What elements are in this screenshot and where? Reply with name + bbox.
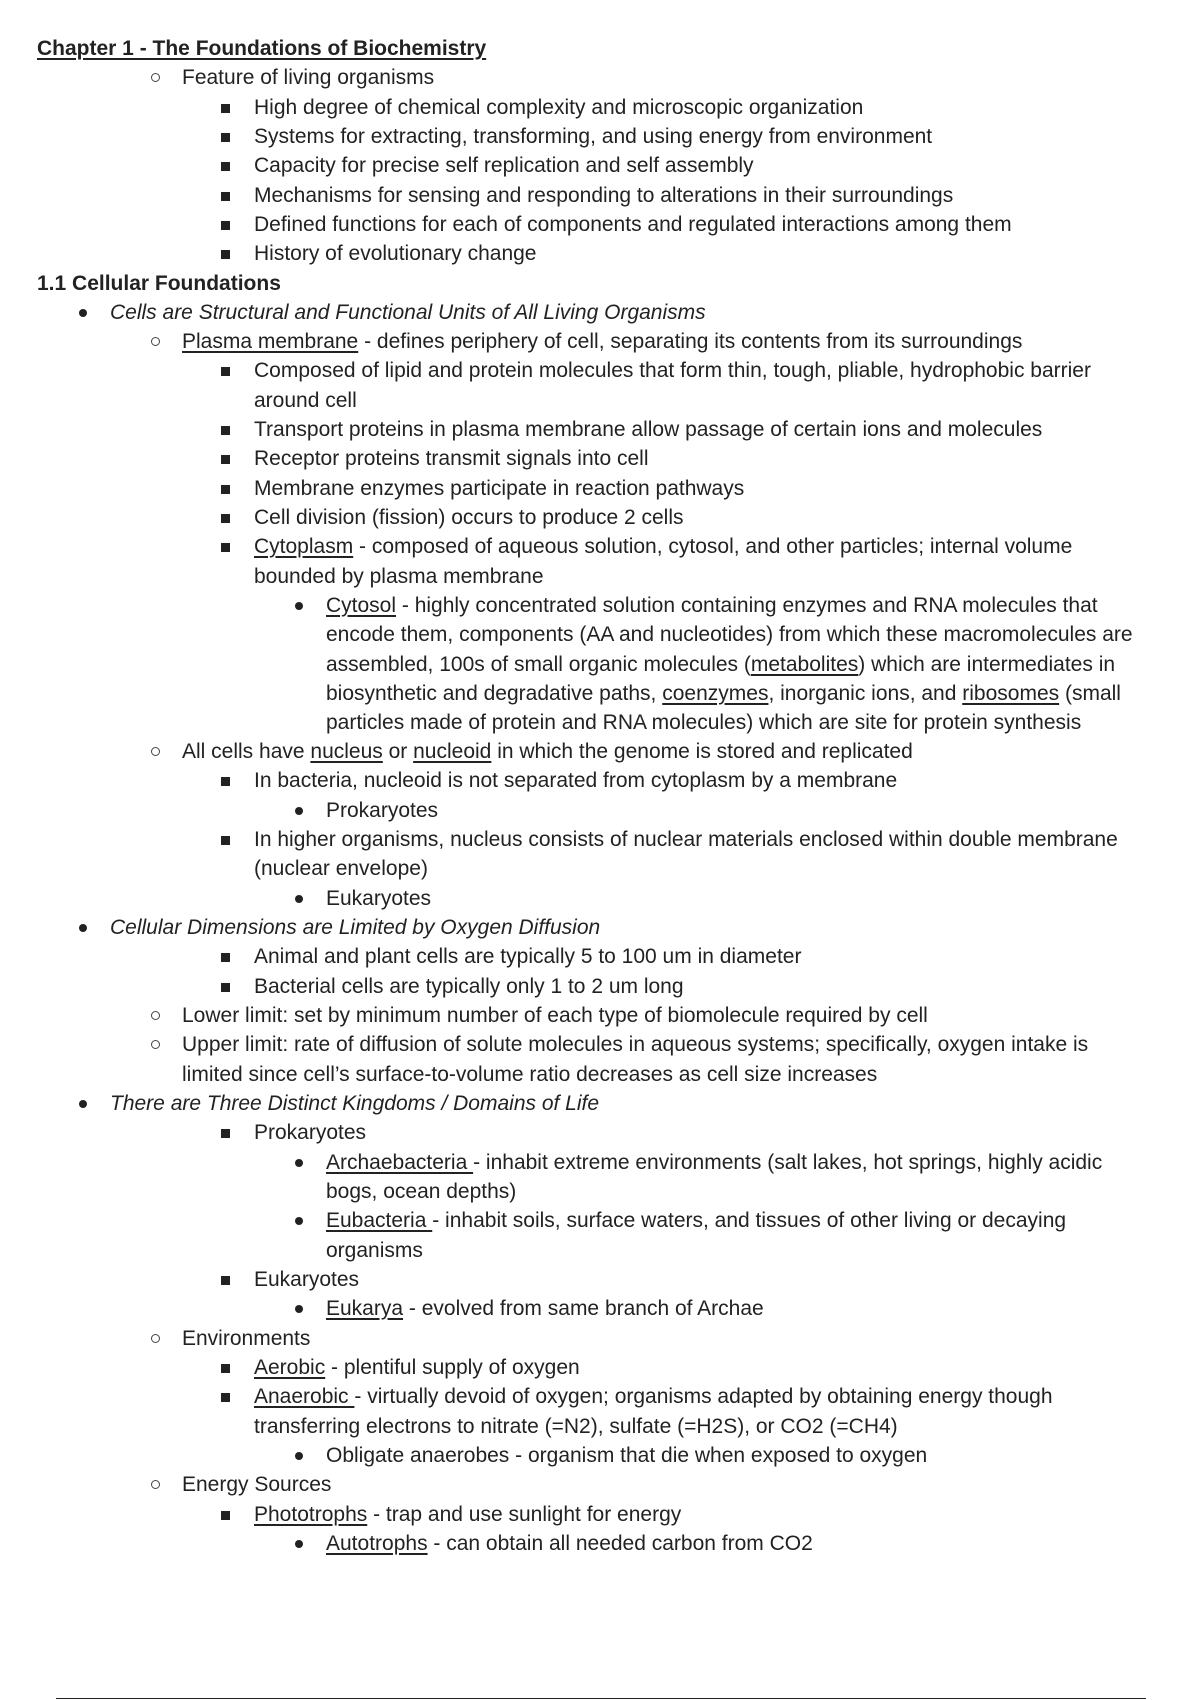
hollow-bullet-icon xyxy=(151,1011,160,1020)
list-item-continuation: bounded by plasma membrane xyxy=(254,565,544,588)
list-item-continuation: assembled, 100s of small organic molecules (metabolites) which are intermediates in xyxy=(326,653,1116,676)
square-bullet-icon xyxy=(221,514,230,523)
square-bullet-icon xyxy=(221,1276,230,1285)
hollow-bullet-icon xyxy=(151,1334,160,1343)
filled-bullet-icon xyxy=(295,807,303,815)
section-heading: 1.1 Cellular Foundations xyxy=(37,272,281,295)
filled-bullet-icon xyxy=(295,1540,303,1548)
square-bullet-icon xyxy=(221,162,230,171)
square-bullet-icon xyxy=(221,133,230,142)
square-bullet-icon xyxy=(221,1364,230,1373)
list-item-continuation: encode them, components (AA and nucleotides) from which these macromolecules are xyxy=(326,623,1133,646)
square-bullet-icon xyxy=(221,953,230,962)
square-bullet-icon xyxy=(221,367,230,376)
square-bullet-icon xyxy=(221,221,230,230)
square-bullet-icon xyxy=(221,1129,230,1138)
hollow-bullet-icon xyxy=(151,1040,160,1049)
list-item-continuation: transferring electrons to nitrate (=N2), sulfate (=H2S), or CO2 (=CH4) xyxy=(254,1415,898,1438)
square-bullet-icon xyxy=(221,543,230,552)
list-item-continuation: (nuclear envelope) xyxy=(254,857,428,880)
hollow-bullet-icon xyxy=(151,73,160,82)
square-bullet-icon xyxy=(221,455,230,464)
list-item-continuation: particles made of protein and RNA molecules) which are site for protein synthesis xyxy=(326,711,1082,734)
square-bullet-icon xyxy=(221,426,230,435)
square-bullet-icon xyxy=(221,192,230,201)
filled-bullet-icon xyxy=(79,309,87,317)
filled-bullet-icon xyxy=(79,924,87,932)
hollow-bullet-icon xyxy=(151,337,160,346)
square-bullet-icon xyxy=(221,250,230,259)
filled-bullet-icon xyxy=(295,602,303,610)
filled-bullet-icon xyxy=(295,895,303,903)
list-item-continuation: around cell xyxy=(254,389,357,412)
filled-bullet-icon xyxy=(295,1217,303,1225)
square-bullet-icon xyxy=(221,1393,230,1402)
filled-bullet-icon xyxy=(79,1100,87,1108)
filled-bullet-icon xyxy=(295,1305,303,1313)
filled-bullet-icon xyxy=(295,1452,303,1460)
square-bullet-icon xyxy=(221,777,230,786)
list-item-continuation: organisms xyxy=(326,1239,423,1262)
footer-divider xyxy=(56,1698,1146,1699)
list-item-continuation: limited since cell’s surface-to-volume ratio decreases as cell size increases xyxy=(182,1063,878,1086)
page-title xyxy=(37,34,486,64)
square-bullet-icon xyxy=(221,485,230,494)
title-text: Chapter 1 - The Foundations of Biochemistry xyxy=(37,37,487,60)
filled-bullet-icon xyxy=(295,1159,303,1167)
hollow-bullet-icon xyxy=(151,1480,160,1489)
hollow-bullet-icon xyxy=(151,747,160,756)
document-page: Chapter 1 - The Foundations of Biochemistry Feature of living organisms High degree of chemical complexity and microscopic organization Systems for extracting, transforming, and using energy from environment Capacity for precise self replication and self assembly Mechanisms for sensing and responding to alterations in their surroundings Defined functions for each of components and regulated interactions among them History of evolutionary change 1.1 Cellular Foundations Cells are Structural and Functional Units of All Living Organisms Plasma membrane - defines periphery of cell, separating its contents from its surroundings Composed of lipid and protein molecules that form thin, tough, pliable, hydrophobic barrier around cell Transport proteins in plasma membrane allow passage of certain ions and molecules Receptor proteins transmit signals into cell Membrane enzymes participate in reaction pathways Cell division (fission) occurs to produce 2 cells Cytoplasm - composed of aqueous solution, cytosol, and other particles; internal volume bounded by plasma membrane Cytosol - highly concentrated solution containing enzymes and RNA molecules that encode them, components (AA and nucleotides) from which these macromolecules are assembled, 100s of small organic molecules (metabolites) which are intermediates in biosynthetic and degradative paths, coenzymes, inorganic ions, and ribosomes (small particles made of protein and RNA molecules) which are site for protein synthesis All cells have nucleus or nucleoid in which the genome is stored and replicated In bacteria, nucleoid is not separated from cytoplasm by a membrane Prokaryotes In higher organisms, nucleus consists of nuclear materials enclosed within double membrane (nuclear envelope) Eukaryotes Cellular Dimensions are Limited by Oxygen Diffusion Animal and plant cells are typically 5 to 100 um in diameter Bacterial cells are typically only 1 to 2 um long Lower limit: set by minimum number of each type of biomolecule required by cell Upper limit: rate of diffusion of solute molecules in aqueous systems; specifically, oxygen intake is limited since cell’s surface-to-volume ratio decreases as cell size increases There are Three Distinct Kingdoms / Domains of Life Prokaryotes Archaebacteria - inhabit extreme environments (salt lakes, hot springs, highly acidic bogs, ocean depths) Eubacteria - inhabit soils, surface waters, and tissues of other living or decaying organisms Eukaryotes Eukarya - evolved from same branch of Archae Environments Aerobic - plentiful supply of oxygen Anaerobic - virtually devoid of oxygen; organisms adapted by obtaining energy though transferring electrons to nitrate (=N2), sulfate (=H2S), or CO2 (=CH4) Obligate anaerobes - organism that die when exposed to oxygen Energy Sources Phototrophs - trap and use sunlight for energy Autotrophs - can obtain all needed carbon from CO2 xyxy=(0,0,1200,1700)
list-item-continuation: bogs, ocean depths) xyxy=(326,1180,517,1203)
square-bullet-icon xyxy=(221,1511,230,1520)
square-bullet-icon xyxy=(221,983,230,992)
list-item-continuation: biosynthetic and degradative paths, coenzymes, inorganic ions, and ribosomes (small xyxy=(326,682,1121,705)
square-bullet-icon xyxy=(221,104,230,113)
square-bullet-icon xyxy=(221,836,230,845)
